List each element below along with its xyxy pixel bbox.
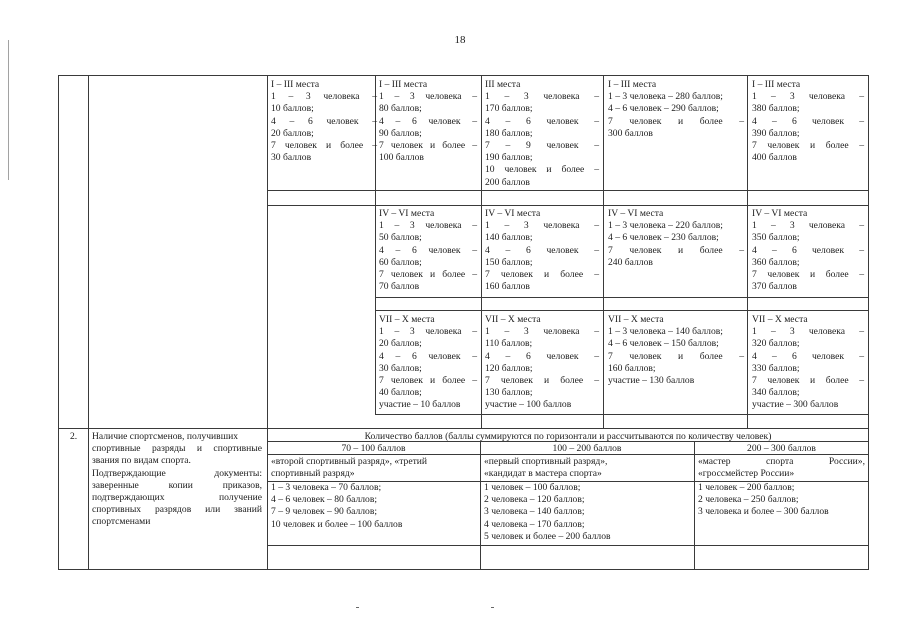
- grid-line: [375, 297, 868, 298]
- cell-line: 10 человек и более – 100 баллов: [271, 518, 403, 530]
- cell-line: 1 – 3 человека – 280 баллов;: [608, 91, 723, 103]
- grid-line: [58, 75, 59, 570]
- cell-line: VII – X места: [379, 314, 435, 325]
- cell-line: 170 баллов;: [485, 103, 533, 115]
- cell-line: IV – VI места: [485, 208, 541, 219]
- cell-line: подтверждающих получение: [92, 492, 262, 504]
- places-cell: [485, 314, 599, 412]
- cell-line: 7 человек и более –: [485, 269, 599, 281]
- cell-line: 5 человек и более – 200 баллов: [484, 530, 611, 542]
- cell-line: 1 – 3 человека –: [752, 91, 864, 103]
- cell-line: IV – VI места: [752, 208, 808, 219]
- range-label: 100 – 200 баллов: [552, 443, 622, 454]
- points-header: Количество баллов (баллы суммируются по горизонтали и рассчитываются по количеству человек): [364, 431, 772, 442]
- cell-line: 1 – 3 человека –: [271, 91, 377, 103]
- cell-line: 4 – 6 человек – 80 баллов;: [271, 494, 378, 506]
- category-cell: [484, 456, 689, 480]
- cell-line: участие – 300 баллов: [752, 399, 839, 411]
- cell-line: 7 – 9 человек –: [485, 140, 599, 152]
- cell-line: 4 – 6 человек – 150 баллов;: [608, 338, 719, 350]
- cell-line: 7 человек и более –: [379, 140, 477, 152]
- grid-line: [88, 75, 89, 570]
- cell-line: 320 баллов;: [752, 338, 800, 350]
- places-cell: [485, 79, 599, 189]
- places-cell: [379, 79, 477, 164]
- grid-line: [267, 190, 868, 191]
- cell-line: 1 – 3 человека – 140 баллов;: [608, 326, 723, 338]
- cell-line: 180 баллов;: [485, 127, 533, 139]
- cell-line: 350 баллов;: [752, 232, 800, 244]
- cell-line: 160 баллов;: [608, 362, 656, 374]
- grid-line: [480, 441, 481, 569]
- scan-margin-mark: [8, 40, 9, 180]
- cell-line: 1 – 3 человека –: [752, 326, 864, 338]
- cell-line: 1 – 3 человека –: [485, 220, 599, 232]
- cell-line: 1 – 3 человека –: [379, 326, 477, 338]
- cell-line: 7 человек и более –: [608, 244, 744, 256]
- cell-line: 4 – 6 человек –: [379, 350, 477, 362]
- cell-line: «гроссмейстер России»: [698, 468, 795, 480]
- cell-line: 7 человек и более –: [608, 350, 744, 362]
- cell-line: 7 – 9 человек – 90 баллов;: [271, 506, 378, 518]
- cell-line: 1 – 3 человека –: [752, 220, 864, 232]
- cell-line: 7 человек и более –: [752, 269, 864, 281]
- cell-line: 4 – 6 человек – 230 баллов;: [608, 232, 719, 244]
- criterion-text: [92, 431, 262, 529]
- cell-line: VII – X места: [752, 314, 808, 325]
- grid-line: [58, 569, 868, 570]
- cell-line: 330 баллов;: [752, 362, 800, 374]
- cell-line: звания по видам спорта.: [92, 455, 191, 467]
- cell-line: 190 баллов;: [485, 152, 533, 164]
- cell-line: 300 баллов: [608, 127, 653, 139]
- cell-line: 60 баллов;: [379, 256, 422, 268]
- cell-line: «первый спортивный разряд»,: [484, 456, 608, 467]
- cell-line: I – III места: [752, 79, 801, 90]
- cell-line: 4 – 6 человек –: [379, 115, 477, 127]
- grid-line: [267, 205, 868, 206]
- cell-line: 340 баллов;: [752, 387, 800, 399]
- cell-line: 160 баллов: [485, 281, 530, 293]
- cell-line: III места: [485, 79, 521, 90]
- points-cell: [698, 482, 865, 519]
- cell-line: Наличие спортсменов, получивших: [92, 431, 239, 442]
- cell-line: 4 – 6 человек –: [379, 244, 477, 256]
- cell-line: 1 человек – 200 баллов;: [698, 482, 795, 493]
- cell-line: 7 человек и более –: [752, 375, 864, 387]
- cell-line: 1 – 3 человека –: [379, 220, 477, 232]
- cell-line: Подтверждающие документы:: [92, 467, 262, 479]
- places-cell: [752, 208, 864, 293]
- places-cell: [485, 208, 599, 293]
- cell-line: 140 баллов;: [485, 232, 533, 244]
- cell-line: «второй спортивный разряд», «третий: [271, 456, 428, 467]
- cell-line: 100 баллов: [379, 152, 424, 164]
- places-cell: [379, 314, 477, 412]
- cell-line: заверенные копии приказов,: [92, 479, 262, 491]
- cell-line: 20 баллов;: [271, 127, 314, 139]
- cell-line: 1 – 3 человека –: [485, 91, 599, 103]
- cell-line: 1 – 3 человека –: [485, 326, 599, 338]
- places-cell: [608, 314, 744, 387]
- page-number: 18: [454, 34, 466, 46]
- cell-line: спортивные разряды и спортивные: [92, 443, 262, 455]
- cell-line: 7 человек и более –: [271, 140, 377, 152]
- cell-line: «кандидат в мастера спорта»: [484, 468, 602, 480]
- points-cell: [271, 482, 476, 531]
- cell-line: 7 человек и более –: [608, 115, 744, 127]
- cell-line: 4 – 6 человек –: [485, 115, 599, 127]
- grid-line: [375, 310, 868, 311]
- cell-line: 2 человека – 120 баллов;: [484, 494, 585, 506]
- grid-line: [603, 75, 604, 428]
- places-cell: [608, 208, 744, 269]
- scan-speck: [356, 607, 359, 608]
- cell-line: 4 – 6 человек –: [485, 350, 599, 362]
- cell-line: 10 человек и более –: [485, 164, 599, 176]
- places-cell: [379, 208, 477, 293]
- cell-line: I – III места: [271, 79, 320, 90]
- cell-line: 1 – 3 человека – 70 баллов;: [271, 482, 382, 493]
- cell-line: 80 баллов;: [379, 103, 422, 115]
- cell-line: 30 баллов: [271, 152, 312, 164]
- cell-line: IV – VI места: [379, 208, 435, 219]
- cell-line: 240 баллов: [608, 256, 653, 268]
- range-label: 200 – 300 баллов: [747, 443, 816, 454]
- cell-line: участие – 130 баллов: [608, 375, 695, 387]
- cell-line: 4 – 6 человек – 290 баллов;: [608, 103, 719, 115]
- cell-line: 40 баллов;: [379, 387, 422, 399]
- cell-line: 120 баллов;: [485, 362, 533, 374]
- cell-line: 130 баллов;: [485, 387, 533, 399]
- grid-line: [747, 75, 748, 428]
- grid-line: [375, 414, 868, 415]
- cell-line: спортсменами: [92, 516, 151, 528]
- cell-line: участие – 10 баллов: [379, 399, 461, 411]
- places-cell: [752, 79, 864, 164]
- cell-line: 4 – 6 человек –: [271, 115, 377, 127]
- cell-line: 4 – 6 человек –: [485, 244, 599, 256]
- cell-line: 3 человека – 140 баллов;: [484, 506, 585, 518]
- category-cell: [698, 456, 865, 480]
- points-cell: [484, 482, 689, 543]
- grid-line: [868, 75, 869, 570]
- places-cell: [752, 314, 864, 412]
- grid-line: [58, 428, 868, 429]
- cell-line: I – III места: [608, 79, 657, 90]
- cell-line: 4 – 6 человек –: [752, 115, 864, 127]
- cell-line: 150 баллов;: [485, 256, 533, 268]
- cell-line: 50 баллов;: [379, 232, 422, 244]
- cell-line: 20 баллов;: [379, 338, 422, 350]
- cell-line: 7 человек и более –: [379, 269, 477, 281]
- cell-line: 380 баллов;: [752, 103, 800, 115]
- cell-line: VII – X места: [485, 314, 541, 325]
- cell-line: 400 баллов: [752, 152, 797, 164]
- cell-line: 1 – 3 человека – 220 баллов;: [608, 220, 723, 232]
- cell-line: 2 человека – 250 баллов;: [698, 494, 799, 506]
- range-label: 70 – 100 баллов: [341, 443, 406, 454]
- grid-line: [694, 441, 695, 569]
- cell-line: 70 баллов: [379, 281, 420, 293]
- cell-line: 4 – 6 человек –: [752, 350, 864, 362]
- cell-line: 390 баллов;: [752, 127, 800, 139]
- row-number: 2.: [70, 431, 78, 442]
- cell-line: IV – VI места: [608, 208, 664, 219]
- cell-line: спортивных разрядов или званий: [92, 504, 262, 516]
- cell-line: «мастер спорта России»,: [698, 456, 865, 467]
- cell-line: 4 человека – 170 баллов;: [484, 518, 585, 530]
- cell-line: 3 человека и более – 300 баллов: [698, 506, 829, 518]
- cell-line: I – III места: [379, 79, 428, 90]
- cell-line: 30 баллов;: [379, 362, 422, 374]
- scan-speck: [491, 607, 494, 608]
- cell-line: участие – 100 баллов: [485, 399, 572, 411]
- cell-line: 10 баллов;: [271, 103, 314, 115]
- cell-line: 4 – 6 человек –: [752, 244, 864, 256]
- grid-line: [481, 75, 482, 428]
- cell-line: спортивный разряд»: [271, 468, 355, 480]
- grid-line: [267, 545, 868, 546]
- cell-line: 90 баллов;: [379, 127, 422, 139]
- cell-line: 7 человек и более –: [752, 140, 864, 152]
- cell-line: 1 человек – 100 баллов;: [484, 482, 581, 493]
- category-cell: [271, 456, 476, 480]
- grid-line: [267, 75, 268, 570]
- cell-line: 360 баллов;: [752, 256, 800, 268]
- places-cell: [271, 79, 377, 164]
- cell-line: 110 баллов;: [485, 338, 533, 350]
- cell-line: 7 человек и более –: [379, 375, 477, 387]
- cell-line: 200 баллов: [485, 176, 530, 188]
- places-cell: [608, 79, 744, 140]
- cell-line: 7 человек и более –: [485, 375, 599, 387]
- cell-line: 370 баллов: [752, 281, 797, 293]
- cell-line: 1 – 3 человека –: [379, 91, 477, 103]
- cell-line: VII – X места: [608, 314, 664, 325]
